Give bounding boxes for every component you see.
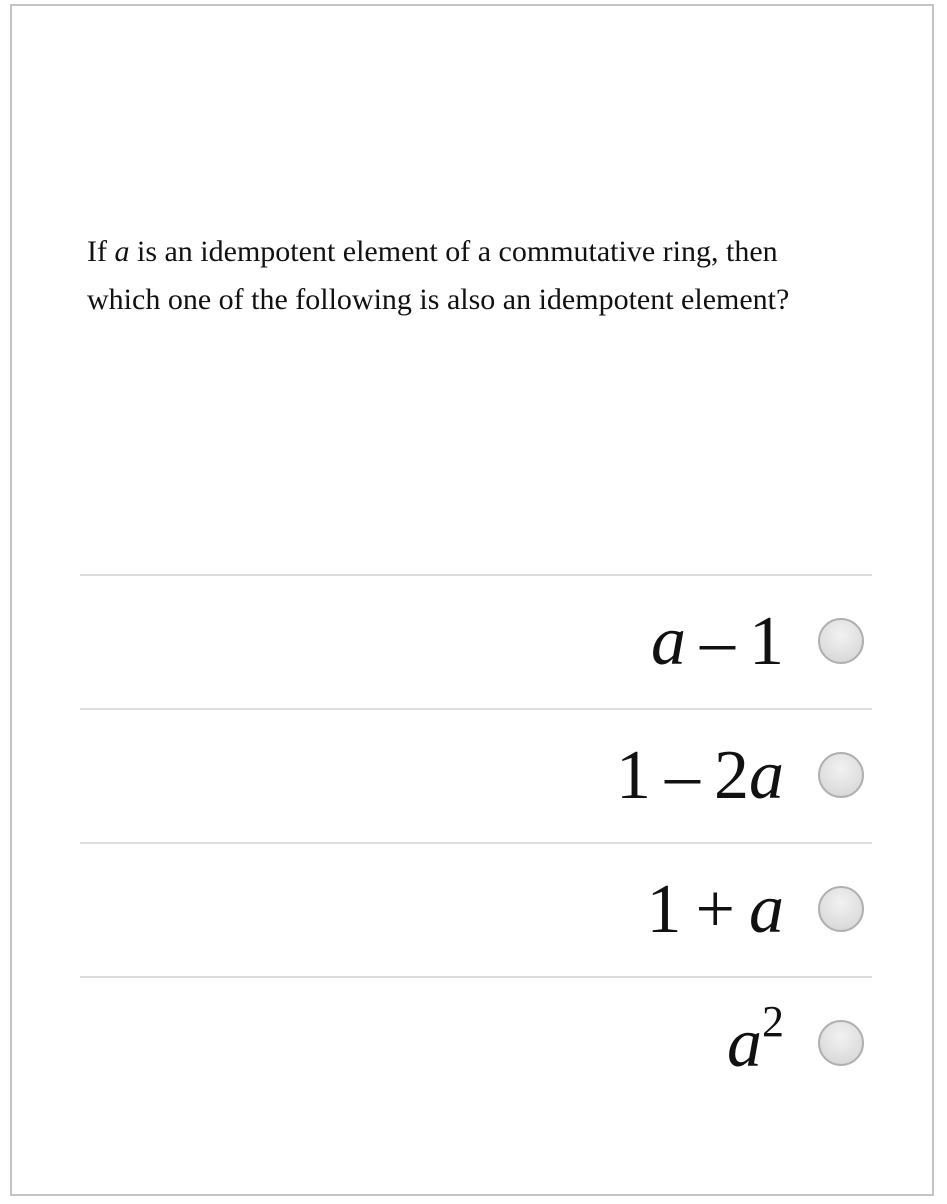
option-1-plus-a[interactable] — [80, 842, 872, 976]
option-a-minus-1[interactable] — [80, 574, 872, 708]
radio-button[interactable] — [818, 886, 864, 932]
option-expression: $a^2$ — [727, 997, 784, 1082]
option-1-minus-2a[interactable] — [80, 708, 872, 842]
quiz-card — [10, 4, 934, 1196]
question-line1: is an idempotent element of a commutative ring, then — [129, 235, 778, 268]
option-expression: 1 – 2a — [616, 737, 784, 814]
question-text — [87, 228, 887, 324]
question-variable: a — [114, 235, 130, 268]
radio-button[interactable] — [818, 1020, 864, 1066]
radio-button[interactable] — [818, 752, 864, 798]
answer-options — [80, 574, 872, 1110]
question-line2: which one of the following is also an idempotent element? — [87, 283, 790, 316]
question-prefix: If — [87, 235, 115, 268]
option-a-squared[interactable] — [80, 976, 872, 1110]
option-expression: 1 + a — [646, 871, 784, 948]
radio-button[interactable] — [818, 618, 864, 664]
option-expression: a – 1 — [651, 603, 784, 680]
